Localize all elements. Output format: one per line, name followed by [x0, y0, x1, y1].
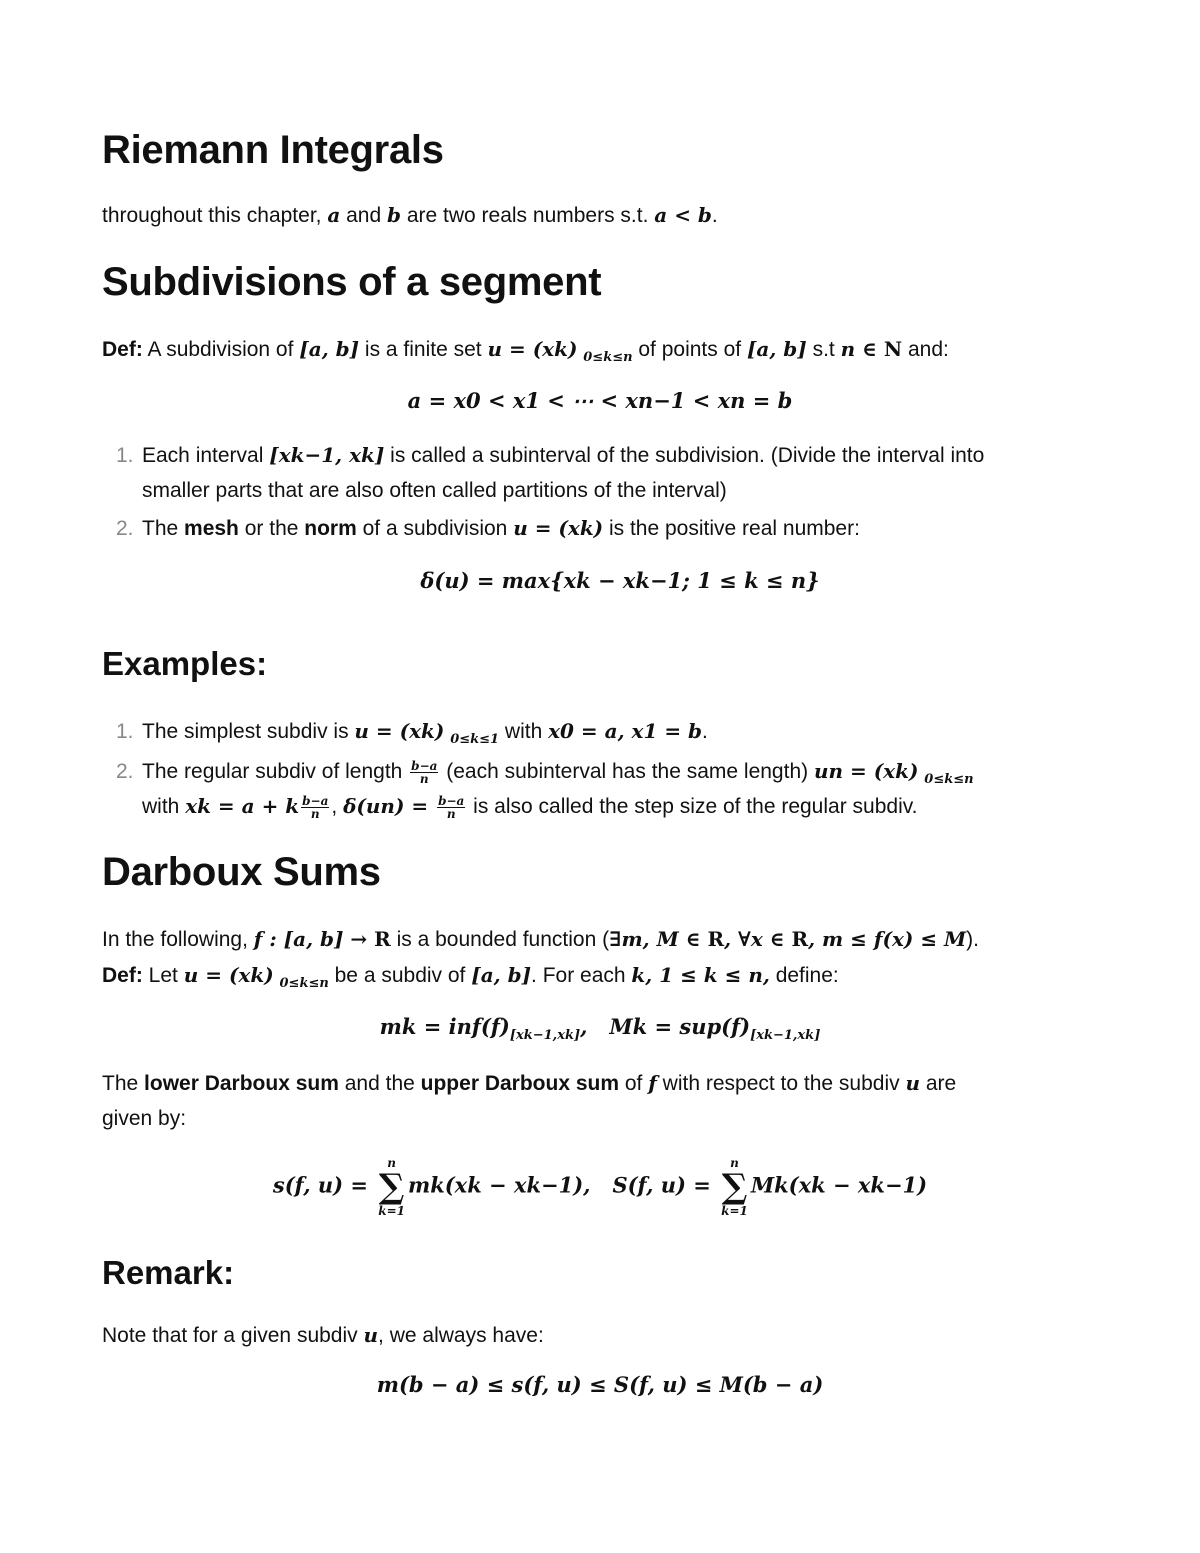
- bold-term: upper Darboux sum: [420, 1072, 620, 1095]
- display-equation-inequality: m(b − a) ≤ s(f, u) ≤ S(f, u) ≤ M(b − a): [376, 1372, 824, 1397]
- sigma-symbol: ∑: [721, 1167, 748, 1207]
- math: s(f, u) =: [272, 1172, 376, 1198]
- math: , ∀x ∈: [724, 927, 792, 951]
- text: The: [102, 1072, 145, 1095]
- sum-upper-limit: n: [387, 1156, 396, 1170]
- display-equation-inf-sup: mk = $inf(f)_{[xk-1,xk]}$, $Mk = sup(f)_{[xk-1,xk]}$: [379, 1014, 821, 1043]
- list-item-continuation: [142, 789, 918, 824]
- intro-paragraph: [102, 198, 718, 233]
- text: with respect to the subdiv: [656, 1072, 906, 1095]
- section-heading-examples: Examples:: [102, 645, 268, 682]
- text: are two reals numbers s.t.: [401, 204, 655, 227]
- def-label: Def:: [102, 338, 143, 361]
- math-fraction: [437, 795, 465, 820]
- math-subscript: 0≤k≤n: [583, 350, 633, 365]
- fraction-denominator: n: [419, 771, 429, 786]
- math: [a, b]: [299, 337, 360, 361]
- math-subscript: [xk−1,xk]: [509, 1028, 581, 1043]
- math-subscript: [xk−1,xk]: [750, 1028, 821, 1043]
- math-fraction: [301, 795, 329, 820]
- math: u = (xk): [487, 337, 578, 361]
- math: u: [363, 1323, 379, 1347]
- text: with: [142, 795, 186, 818]
- text: define:: [769, 964, 839, 987]
- math: a: [327, 203, 341, 227]
- text: of points of: [632, 338, 747, 361]
- math-subscript: 0≤k≤n: [279, 976, 329, 991]
- math: Mk(xk − xk−1): [750, 1172, 928, 1198]
- math: [xk−1, xk]: [269, 443, 385, 467]
- section-heading-subdivisions: Subdivisions of a segment: [102, 260, 602, 304]
- text: Each interval: [142, 444, 270, 467]
- math-subscript: 0≤k≤1: [450, 732, 500, 747]
- math-set: N: [883, 337, 903, 361]
- bold-term: mesh: [184, 517, 239, 540]
- math-set: R: [791, 927, 809, 951]
- math: ∃m, M ∈: [609, 927, 708, 951]
- list-item: [142, 714, 708, 757]
- summation-operator: [721, 1156, 748, 1218]
- text: The simplest subdiv is: [142, 720, 355, 743]
- remark-paragraph: [102, 1318, 544, 1353]
- math: f : [a, b] →: [253, 927, 375, 951]
- text: is the positive real number:: [603, 517, 860, 540]
- list-number: 2.: [116, 517, 134, 540]
- text: A subdivision of: [142, 338, 300, 361]
- text: throughout this chapter,: [102, 204, 328, 227]
- list-number: 1.: [116, 444, 134, 467]
- summation-operator: [378, 1156, 405, 1218]
- darboux-intro: [102, 922, 979, 957]
- page-title: Riemann Integrals: [102, 128, 444, 172]
- text: In the following,: [102, 928, 254, 951]
- text: Let: [142, 964, 184, 987]
- math: x0 = a, x1 = b: [548, 719, 703, 743]
- math-subscript: 0≤k≤n: [924, 772, 974, 787]
- text: of: [619, 1072, 649, 1095]
- display-equation-darboux-sums: [0, 1156, 1200, 1218]
- text: be a subdiv of: [328, 964, 472, 987]
- fraction-numerator: b−a: [411, 758, 438, 773]
- section-heading-darboux: Darboux Sums: [102, 850, 381, 894]
- text: and the: [338, 1072, 421, 1095]
- text: or the: [238, 517, 305, 540]
- math-set: R: [707, 927, 725, 951]
- text: .: [702, 720, 708, 743]
- darboux-sum-paragraph: [102, 1066, 956, 1101]
- text: and: [340, 204, 388, 227]
- math: n ∈: [840, 337, 884, 361]
- math: u = (xk): [183, 963, 274, 987]
- fraction-denominator: n: [446, 806, 456, 821]
- text: is a finite set: [359, 338, 488, 361]
- math: mk = inf(f): [379, 1014, 510, 1039]
- sigma-symbol: ∑: [378, 1167, 405, 1207]
- definition-darboux: [102, 958, 839, 1001]
- text: , we always have:: [378, 1324, 544, 1347]
- math: , m ≤ f(x) ≤ M: [808, 927, 967, 951]
- def-label: Def:: [102, 964, 143, 987]
- math-set: R: [374, 927, 391, 951]
- text: ).: [966, 928, 979, 951]
- text: is also called the step size of the regular subdiv.: [467, 795, 918, 818]
- sum-lower-limit: k=1: [721, 1204, 748, 1218]
- text: (each subinterval has the same length): [440, 760, 814, 783]
- text: of a subdivision: [356, 517, 514, 540]
- math: xk = a + k: [185, 794, 300, 818]
- section-heading-remark: Remark:: [102, 1254, 235, 1291]
- text: is a bounded function (: [390, 928, 610, 951]
- text: ,: [331, 795, 344, 818]
- math-fraction: [410, 760, 438, 785]
- list-item-continuation: smaller parts that are also often called partitions of the interval): [142, 479, 727, 502]
- list-item: [142, 438, 984, 473]
- math: k, 1 ≤ k ≤ n,: [631, 963, 770, 987]
- fraction-denominator: n: [310, 806, 320, 821]
- darboux-sum-paragraph-continuation: given by:: [102, 1107, 187, 1130]
- sum-lower-limit: k=1: [378, 1204, 405, 1218]
- text: .: [711, 204, 718, 227]
- math: u: [905, 1071, 921, 1095]
- math: [a, b]: [471, 963, 532, 987]
- display-equation-chain: a = x0 < x1 < ⋯ < xn−1 < xn = b: [407, 388, 793, 413]
- math: un = (xk): [813, 759, 919, 783]
- fraction-numerator: b−a: [438, 793, 465, 808]
- math: b: [387, 203, 401, 227]
- math: mk(xk − xk−1),: [407, 1172, 591, 1198]
- math: u = (xk): [354, 719, 445, 743]
- math: f: [648, 1071, 657, 1095]
- bold-term: norm: [304, 517, 357, 540]
- math: Mk = sup(f): [609, 1014, 751, 1039]
- text: Note that for a given subdiv: [102, 1324, 364, 1347]
- text: The: [142, 517, 185, 540]
- list-number: 1.: [116, 720, 134, 743]
- bold-term: lower Darboux sum: [144, 1072, 339, 1095]
- definition-subdivision: [102, 332, 949, 375]
- text: and:: [902, 338, 949, 361]
- fraction-numerator: b−a: [302, 793, 329, 808]
- sum-upper-limit: n: [730, 1156, 739, 1170]
- list-item: [142, 511, 860, 546]
- text: s.t: [806, 338, 841, 361]
- text: with: [499, 720, 549, 743]
- math: a < b: [654, 203, 712, 227]
- text: The regular subdiv of length: [142, 760, 409, 783]
- text: are: [920, 1072, 957, 1095]
- text: is called a subinterval of the subdivision. (Divide the interval into: [384, 444, 985, 467]
- math: [a, b]: [746, 337, 807, 361]
- math: u = (xk): [513, 516, 604, 540]
- math: δ(un) =: [343, 794, 436, 818]
- text: . For each: [531, 964, 632, 987]
- math: S(f, u) =: [612, 1172, 719, 1198]
- list-number: 2.: [116, 760, 134, 783]
- display-equation-mesh: δ(u) = max{xk − xk−1; 1 ≤ k ≤ n}: [420, 568, 820, 593]
